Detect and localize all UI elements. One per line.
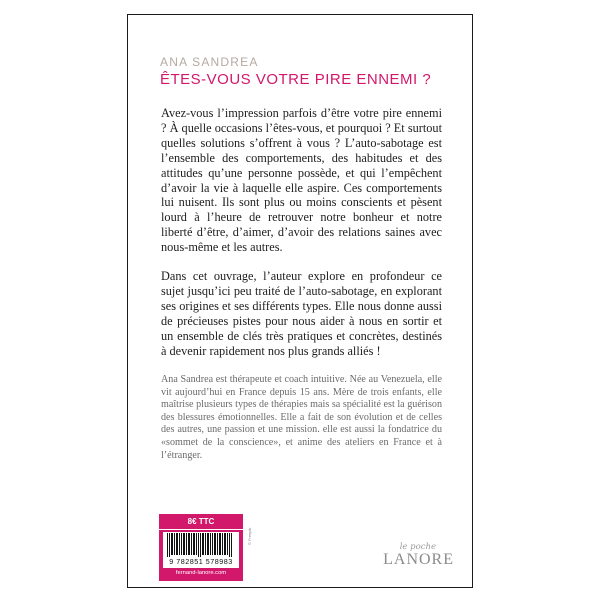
blurb-paragraph-2: Dans cet ouvrage, l’auteur explore en profondeur ce sujet jusqu’ici peu traité de l’auto-sabotage, en explorant ses origines et ses différents types. Elle nous donne aussi de précieuses pistes pour nous aider à nous en sortir et un ensemble de clés très pratiques et concrètes, destinés à devenir rapidement nos plus grands alliés !: [161, 269, 442, 358]
blurb-paragraph-1: Avez-vous l’impression parfois d’être votre pire ennemi ? À quelle occasions l’êtes-vous, et pourquoi ? Et surtout quelles solutions s’offrent à vous ? L’auto-sabotage est l’ensemble des comportements, des habitudes et des attitudes qu’une personne possède, et qui l’empêchent d’avoir la vie à laquelle elle aspire. Ces comportements lui nuisent. Ils sont plus ou moins conscients et pèsent lourd à l’heure de retrouver notre bonheur et notre liberté d’être, d’aimer, d’avoir des relations saines avec nous-même et les autres.: [161, 106, 442, 255]
publisher-collection: le poche: [399, 542, 436, 552]
book-title: ÊTES-VOUS VOTRE PIRE ENNEMI ?: [160, 71, 432, 88]
book-back-cover: [127, 14, 473, 588]
author-name: ANA SANDREA: [160, 55, 259, 69]
barcode-block: [159, 530, 243, 581]
price-label: 8€ TTC: [159, 514, 243, 529]
barcode-icon: [165, 533, 237, 557]
publisher-logo: [383, 543, 454, 568]
barcode-area: [163, 532, 239, 568]
author-bio: Ana Sandrea est thérapeute et coach intuitive. Née au Venezuela, elle vit aujourd’hui en France depuis 15 ans. Mère de trois enfants, elle maîtrise plusieurs types de thérapies mais sa spécialité est la guérison des blessures émotionnelles. Elle a fait de son évolution et de celles des autres, une passion et une mission. elle est aussi la fondatrice du «sommet de la conscience», et anime des ateliers en France et à l’étranger.: [161, 374, 442, 461]
publisher-name: LANORE: [383, 551, 454, 568]
isbn-number: 9 782851 578983: [169, 557, 233, 566]
photo-credit: © Freepik: [247, 527, 252, 545]
publisher-website: fernand-lanore.com: [175, 570, 227, 576]
